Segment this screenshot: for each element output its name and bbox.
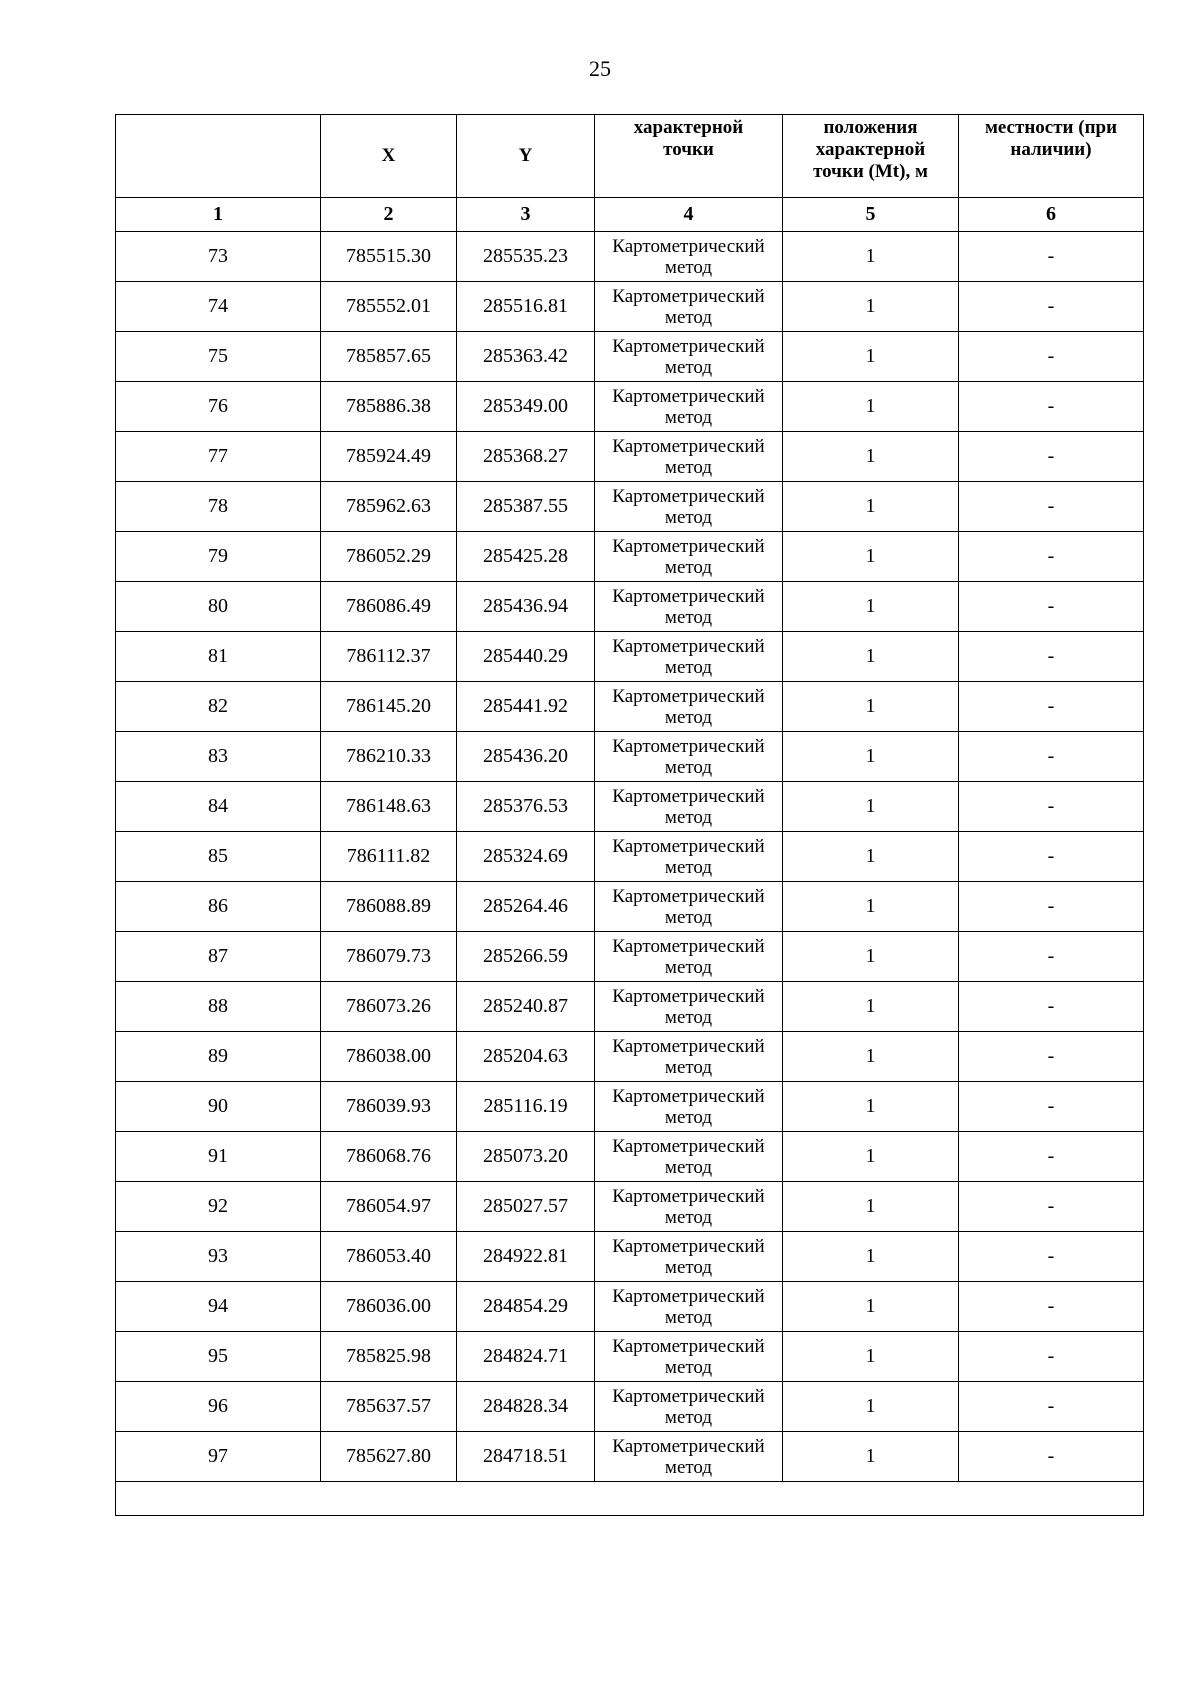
description-cell: - <box>959 1182 1144 1232</box>
method-line: Картометрический <box>612 535 765 557</box>
accuracy-cell: 1 <box>783 932 959 982</box>
method-line: Картометрический <box>612 1085 765 1107</box>
x-coordinate-cell: 786036.00 <box>321 1282 457 1332</box>
accuracy-cell: 1 <box>783 332 959 382</box>
method-line: метод <box>664 756 713 778</box>
description-cell: - <box>959 382 1144 432</box>
method-line: метод <box>664 456 713 478</box>
method-line: метод <box>664 1306 713 1328</box>
column-number: 6 <box>959 198 1144 232</box>
column-number: 4 <box>595 198 783 232</box>
x-coordinate-cell: 785515.30 <box>321 232 457 282</box>
y-coordinate-cell: 284828.34 <box>457 1382 595 1432</box>
method-line: метод <box>664 606 713 628</box>
method-line: Картометрический <box>612 935 765 957</box>
y-coordinate-cell: 284824.71 <box>457 1332 595 1382</box>
column-number: 2 <box>321 198 457 232</box>
description-cell: - <box>959 732 1144 782</box>
method-line: метод <box>664 556 713 578</box>
header-description-line: местности (при <box>984 117 1118 138</box>
method-line: метод <box>664 256 713 278</box>
table-row <box>116 532 1144 582</box>
method-cell <box>595 1082 783 1132</box>
column-number: 1 <box>116 198 321 232</box>
accuracy-cell: 1 <box>783 1332 959 1382</box>
y-coordinate-cell: 285436.94 <box>457 582 595 632</box>
accuracy-cell: 1 <box>783 1182 959 1232</box>
x-coordinate-cell: 785924.49 <box>321 432 457 482</box>
method-cell <box>595 1132 783 1182</box>
method-line: метод <box>664 656 713 678</box>
method-cell <box>595 1332 783 1382</box>
column-numbers-row <box>116 198 1144 232</box>
method-cell <box>595 332 783 382</box>
method-line: Картометрический <box>612 1385 765 1407</box>
method-cell <box>595 1382 783 1432</box>
point-number-cell: 83 <box>116 732 321 782</box>
x-coordinate-cell: 785552.01 <box>321 282 457 332</box>
description-cell: - <box>959 1282 1144 1332</box>
method-line: метод <box>664 956 713 978</box>
method-line: метод <box>664 1406 713 1428</box>
method-line: метод <box>664 406 713 428</box>
method-line: метод <box>664 906 713 928</box>
table-row <box>116 282 1144 332</box>
method-cell <box>595 1432 783 1482</box>
accuracy-cell: 1 <box>783 1232 959 1282</box>
description-cell: - <box>959 782 1144 832</box>
y-coordinate-cell: 285535.23 <box>457 232 595 282</box>
header-description <box>959 115 1144 198</box>
point-number-cell: 80 <box>116 582 321 632</box>
header-accuracy-line: точки (Mt), м <box>813 161 928 182</box>
description-cell: - <box>959 1332 1144 1382</box>
y-coordinate-cell: 284718.51 <box>457 1432 595 1482</box>
header-accuracy <box>783 115 959 198</box>
point-number-cell: 79 <box>116 532 321 582</box>
method-cell <box>595 1032 783 1082</box>
method-line: Картометрический <box>612 1185 765 1207</box>
method-line: Картометрический <box>612 335 765 357</box>
method-line: Картометрический <box>612 1435 765 1457</box>
method-cell <box>595 232 783 282</box>
point-number-cell: 92 <box>116 1182 321 1232</box>
point-number-cell: 96 <box>116 1382 321 1432</box>
method-line: Картометрический <box>612 885 765 907</box>
method-line: метод <box>664 1006 713 1028</box>
y-coordinate-cell: 285324.69 <box>457 832 595 882</box>
accuracy-cell: 1 <box>783 732 959 782</box>
method-cell <box>595 1182 783 1232</box>
x-coordinate-cell: 785825.98 <box>321 1332 457 1382</box>
table-body <box>116 232 1144 1482</box>
method-line: метод <box>664 1456 713 1478</box>
method-cell <box>595 982 783 1032</box>
method-line: метод <box>664 1356 713 1378</box>
method-line: Картометрический <box>612 685 765 707</box>
description-cell: - <box>959 932 1144 982</box>
method-line: Картометрический <box>612 435 765 457</box>
method-line: метод <box>664 856 713 878</box>
accuracy-cell: 1 <box>783 882 959 932</box>
y-coordinate-cell: 285027.57 <box>457 1182 595 1232</box>
accuracy-cell: 1 <box>783 782 959 832</box>
point-number-cell: 86 <box>116 882 321 932</box>
x-coordinate-cell: 786068.76 <box>321 1132 457 1182</box>
table-footer-row <box>116 1482 1144 1516</box>
description-cell: - <box>959 682 1144 732</box>
accuracy-cell: 1 <box>783 382 959 432</box>
method-cell <box>595 1282 783 1332</box>
y-coordinate-cell: 285363.42 <box>457 332 595 382</box>
y-coordinate-cell: 285376.53 <box>457 782 595 832</box>
table-row <box>116 1132 1144 1182</box>
table-row <box>116 482 1144 532</box>
table-row <box>116 882 1144 932</box>
table-row <box>116 1282 1144 1332</box>
header-description-line: наличии) <box>1010 139 1092 160</box>
method-line: Картометрический <box>612 635 765 657</box>
y-coordinate-cell: 285266.59 <box>457 932 595 982</box>
description-cell: - <box>959 1082 1144 1132</box>
accuracy-cell: 1 <box>783 632 959 682</box>
accuracy-cell: 1 <box>783 982 959 1032</box>
method-cell <box>595 582 783 632</box>
accuracy-cell: 1 <box>783 1132 959 1182</box>
point-number-cell: 77 <box>116 432 321 482</box>
method-line: метод <box>664 506 713 528</box>
method-line: Картометрический <box>612 985 765 1007</box>
table-row <box>116 782 1144 832</box>
accuracy-cell: 1 <box>783 832 959 882</box>
point-number-cell: 88 <box>116 982 321 1032</box>
header-accuracy-line: характерной <box>815 139 926 160</box>
coordinates-table <box>115 114 1144 1516</box>
description-cell: - <box>959 532 1144 582</box>
method-line: метод <box>664 356 713 378</box>
method-cell <box>595 482 783 532</box>
method-line: метод <box>664 306 713 328</box>
x-coordinate-cell: 786145.20 <box>321 682 457 732</box>
accuracy-cell: 1 <box>783 582 959 632</box>
point-number-cell: 84 <box>116 782 321 832</box>
method-cell <box>595 432 783 482</box>
x-coordinate-cell: 786054.97 <box>321 1182 457 1232</box>
y-coordinate-cell: 285436.20 <box>457 732 595 782</box>
method-line: метод <box>664 1206 713 1228</box>
x-coordinate-cell: 785962.63 <box>321 482 457 532</box>
description-cell: - <box>959 1432 1144 1482</box>
description-cell: - <box>959 232 1144 282</box>
point-number-cell: 74 <box>116 282 321 332</box>
description-cell: - <box>959 482 1144 532</box>
table-row <box>116 932 1144 982</box>
header-method-line: характерной <box>633 117 744 138</box>
description-cell: - <box>959 432 1144 482</box>
method-cell <box>595 382 783 432</box>
y-coordinate-cell: 285425.28 <box>457 532 595 582</box>
table-row <box>116 732 1144 782</box>
y-coordinate-cell: 285441.92 <box>457 682 595 732</box>
table-row <box>116 232 1144 282</box>
table-row <box>116 582 1144 632</box>
y-coordinate-cell: 284854.29 <box>457 1282 595 1332</box>
accuracy-cell: 1 <box>783 232 959 282</box>
description-cell: - <box>959 882 1144 932</box>
table-row <box>116 332 1144 382</box>
method-cell <box>595 632 783 682</box>
description-cell: - <box>959 332 1144 382</box>
method-cell <box>595 832 783 882</box>
description-cell: - <box>959 1132 1144 1182</box>
table-row <box>116 382 1144 432</box>
y-coordinate-cell: 285116.19 <box>457 1082 595 1132</box>
x-coordinate-cell: 786111.82 <box>321 832 457 882</box>
method-cell <box>595 682 783 732</box>
point-number-cell: 85 <box>116 832 321 882</box>
method-line: Картометрический <box>612 585 765 607</box>
table-footer-cell <box>116 1482 1144 1516</box>
description-cell: - <box>959 632 1144 682</box>
x-coordinate-cell: 785886.38 <box>321 382 457 432</box>
header-accuracy-line: положения <box>823 117 918 138</box>
method-cell <box>595 932 783 982</box>
description-cell: - <box>959 832 1144 882</box>
y-coordinate-cell: 285073.20 <box>457 1132 595 1182</box>
method-line: Картометрический <box>612 285 765 307</box>
method-line: метод <box>664 1106 713 1128</box>
x-coordinate-cell: 786148.63 <box>321 782 457 832</box>
table-row <box>116 1232 1144 1282</box>
method-line: метод <box>664 806 713 828</box>
y-coordinate-cell: 285368.27 <box>457 432 595 482</box>
point-number-cell: 95 <box>116 1332 321 1382</box>
accuracy-cell: 1 <box>783 432 959 482</box>
y-coordinate-cell: 285240.87 <box>457 982 595 1032</box>
point-number-cell: 82 <box>116 682 321 732</box>
y-coordinate-cell: 285264.46 <box>457 882 595 932</box>
header-point-number <box>116 115 321 198</box>
x-coordinate-cell: 786210.33 <box>321 732 457 782</box>
accuracy-cell: 1 <box>783 1032 959 1082</box>
point-number-cell: 73 <box>116 232 321 282</box>
y-coordinate-cell: 285440.29 <box>457 632 595 682</box>
x-coordinate-cell: 785857.65 <box>321 332 457 382</box>
x-coordinate-cell: 786053.40 <box>321 1232 457 1282</box>
accuracy-cell: 1 <box>783 1282 959 1332</box>
description-cell: - <box>959 1232 1144 1282</box>
x-coordinate-cell: 786088.89 <box>321 882 457 932</box>
table-row <box>116 1432 1144 1482</box>
point-number-cell: 91 <box>116 1132 321 1182</box>
y-coordinate-cell: 285387.55 <box>457 482 595 532</box>
y-coordinate-cell: 285516.81 <box>457 282 595 332</box>
method-line: Картометрический <box>612 835 765 857</box>
point-number-cell: 93 <box>116 1232 321 1282</box>
method-cell <box>595 532 783 582</box>
accuracy-cell: 1 <box>783 682 959 732</box>
description-cell: - <box>959 982 1144 1032</box>
accuracy-cell: 1 <box>783 1432 959 1482</box>
method-cell <box>595 782 783 832</box>
accuracy-cell: 1 <box>783 532 959 582</box>
x-coordinate-cell: 786086.49 <box>321 582 457 632</box>
x-coordinate-cell: 786038.00 <box>321 1032 457 1082</box>
method-cell <box>595 732 783 782</box>
y-coordinate-cell: 285349.00 <box>457 382 595 432</box>
description-cell: - <box>959 1382 1144 1432</box>
column-number: 3 <box>457 198 595 232</box>
accuracy-cell: 1 <box>783 482 959 532</box>
column-number: 5 <box>783 198 959 232</box>
table-row <box>116 1032 1144 1082</box>
table-row <box>116 1332 1144 1382</box>
point-number-cell: 75 <box>116 332 321 382</box>
point-number-cell: 89 <box>116 1032 321 1082</box>
method-line: Картометрический <box>612 735 765 757</box>
method-line: метод <box>664 706 713 728</box>
table-row <box>116 1082 1144 1132</box>
point-number-cell: 94 <box>116 1282 321 1332</box>
x-coordinate-cell: 785637.57 <box>321 1382 457 1432</box>
page-number: 25 <box>589 56 611 81</box>
method-line: Картометрический <box>612 385 765 407</box>
method-line: Картометрический <box>612 1035 765 1057</box>
method-line: метод <box>664 1256 713 1278</box>
description-cell: - <box>959 582 1144 632</box>
table-row <box>116 832 1144 882</box>
header-x: X <box>321 115 457 198</box>
x-coordinate-cell: 786073.26 <box>321 982 457 1032</box>
header-method <box>595 115 783 198</box>
accuracy-cell: 1 <box>783 1382 959 1432</box>
description-cell: - <box>959 282 1144 332</box>
header-y: Y <box>457 115 595 198</box>
method-line: Картометрический <box>612 235 765 257</box>
method-line: Картометрический <box>612 1285 765 1307</box>
x-coordinate-cell: 786079.73 <box>321 932 457 982</box>
method-line: Картометрический <box>612 785 765 807</box>
header-method-line: точки <box>663 139 714 160</box>
point-number-cell: 78 <box>116 482 321 532</box>
accuracy-cell: 1 <box>783 1082 959 1132</box>
method-line: метод <box>664 1056 713 1078</box>
x-coordinate-cell: 786039.93 <box>321 1082 457 1132</box>
method-cell <box>595 882 783 932</box>
point-number-cell: 87 <box>116 932 321 982</box>
method-line: Картометрический <box>612 1335 765 1357</box>
method-line: Картометрический <box>612 1135 765 1157</box>
table-row <box>116 1182 1144 1232</box>
table-row <box>116 632 1144 682</box>
point-number-cell: 76 <box>116 382 321 432</box>
method-cell <box>595 1232 783 1282</box>
point-number-cell: 81 <box>116 632 321 682</box>
header-row <box>116 115 1144 198</box>
y-coordinate-cell: 285204.63 <box>457 1032 595 1082</box>
point-number-cell: 97 <box>116 1432 321 1482</box>
x-coordinate-cell: 785627.80 <box>321 1432 457 1482</box>
method-cell <box>595 282 783 332</box>
point-number-cell: 90 <box>116 1082 321 1132</box>
method-line: Картометрический <box>612 485 765 507</box>
x-coordinate-cell: 786052.29 <box>321 532 457 582</box>
table-row <box>116 432 1144 482</box>
method-line: метод <box>664 1156 713 1178</box>
x-coordinate-cell: 786112.37 <box>321 632 457 682</box>
table-row <box>116 982 1144 1032</box>
table-row <box>116 682 1144 732</box>
method-line: Картометрический <box>612 1235 765 1257</box>
accuracy-cell: 1 <box>783 282 959 332</box>
table-row <box>116 1382 1144 1432</box>
description-cell: - <box>959 1032 1144 1082</box>
y-coordinate-cell: 284922.81 <box>457 1232 595 1282</box>
